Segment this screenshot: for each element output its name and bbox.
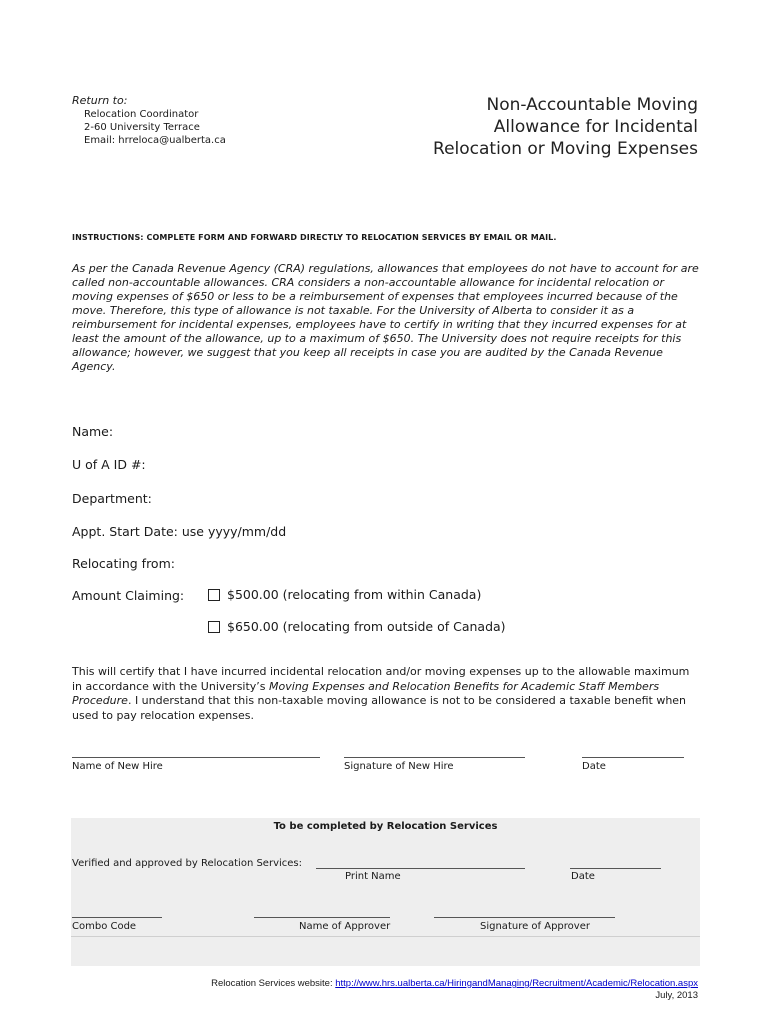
- return-to-label: Return to:: [72, 94, 128, 107]
- procedure-name: Moving Expenses and Relocation Benefits for Academic Staff Members Procedure: [72, 679, 660, 707]
- checkbox-650[interactable]: [208, 621, 220, 633]
- name-new-hire-caption: Name of New Hire: [72, 761, 163, 772]
- signature-new-hire-caption: Signature of New Hire: [344, 761, 454, 772]
- date-new-hire-line[interactable]: [582, 757, 684, 758]
- amount-claiming-label: Amount Claiming:: [72, 588, 185, 603]
- certification-text: This will certify that I have incurred incidental relocation and/or moving expenses up to the allowable maximum in accordance with the University’s: [72, 665, 690, 693]
- footer-date: July, 2013: [655, 990, 698, 1001]
- section-divider: [71, 936, 700, 937]
- certification-text-end: . I understand that this non-taxable moving allowance is not to be considered a taxable benefit when used to pay relocation expenses.: [72, 694, 687, 722]
- relocating-from-field-label: Relocating from:: [72, 556, 175, 571]
- signature-approver-line[interactable]: [434, 917, 615, 918]
- relocation-website-link[interactable]: http://www.hrs.ualberta.ca/HiringandManaging/Recruitment/Academic/Relocation.aspx: [335, 978, 698, 989]
- signature-approver-caption: Signature of Approver: [480, 921, 590, 932]
- option-500-label: $500.00 (relocating from within Canada): [227, 587, 482, 602]
- approval-date-line[interactable]: [570, 868, 661, 869]
- option-650[interactable]: [208, 619, 506, 634]
- department-field-label: Department:: [72, 491, 152, 506]
- option-500[interactable]: [208, 587, 481, 602]
- instructions-text: COMPLETE FORM AND FORWARD DIRECTLY TO RELOCATION SERVICES BY EMAIL OR MAIL.: [146, 233, 557, 242]
- return-address-line: 2-60 University Terrace: [84, 122, 200, 133]
- return-address-line: Relocation Coordinator: [84, 109, 199, 120]
- start-date-field-label: Appt. Start Date: use yyyy/mm/dd: [72, 524, 287, 539]
- combo-code-caption: Combo Code: [72, 921, 137, 932]
- footer-website: [211, 978, 698, 989]
- relocation-services-heading: To be completed by Relocation Services: [273, 821, 498, 832]
- name-new-hire-line[interactable]: [72, 757, 320, 758]
- print-name-caption: Print Name: [345, 871, 401, 882]
- approval-date-caption: Date: [571, 871, 595, 882]
- verified-label: Verified and approved by Relocation Services:: [72, 858, 302, 869]
- name-approver-line[interactable]: [254, 917, 390, 918]
- name-field-label: Name:: [72, 424, 114, 439]
- form-title-line: Non-Accountable Moving: [486, 95, 698, 115]
- id-field-label: U of A ID #:: [72, 457, 146, 472]
- date-caption: Date: [582, 761, 606, 772]
- certification-paragraph: [72, 665, 702, 723]
- instructions-label: INSTRUCTIONS:: [72, 233, 144, 242]
- form-title-line: Relocation or Moving Expenses: [433, 139, 698, 159]
- intro-paragraph: As per the Canada Revenue Agency (CRA) regulations, allowances that employees do not have to account for are called non-accountable allowances. CRA considers a non-accountable allowance for incidental relocation or moving expenses of $650 or less to be a reimbursement of expenses that employees incurred because of the move. Therefore, this type of allowance is not taxable. For the University of Alberta to consider it as a reimbursement for incidental expenses, employees have to certify in writing that they incurred expenses for at least the amount of the allowance, up to a maximum of $650. The University does not require receipts for this allowance; however, we suggest that you keep all receipts in case you are audited by the Canada Revenue Agency.: [72, 262, 699, 373]
- relocation-services-section: [71, 818, 700, 966]
- signature-new-hire-line[interactable]: [344, 757, 525, 758]
- name-approver-caption: Name of Approver: [299, 921, 391, 932]
- footer-label: Relocation Services website:: [211, 978, 336, 989]
- print-name-line[interactable]: [316, 868, 525, 869]
- combo-code-line[interactable]: [72, 917, 162, 918]
- form-title-line: Allowance for Incidental: [493, 117, 698, 137]
- instructions: [72, 233, 557, 242]
- option-650-label: $650.00 (relocating from outside of Canada): [227, 619, 506, 634]
- checkbox-500[interactable]: [208, 589, 220, 601]
- form-title: [368, 94, 698, 160]
- return-email-line: Email: hrreloca@ualberta.ca: [84, 135, 226, 146]
